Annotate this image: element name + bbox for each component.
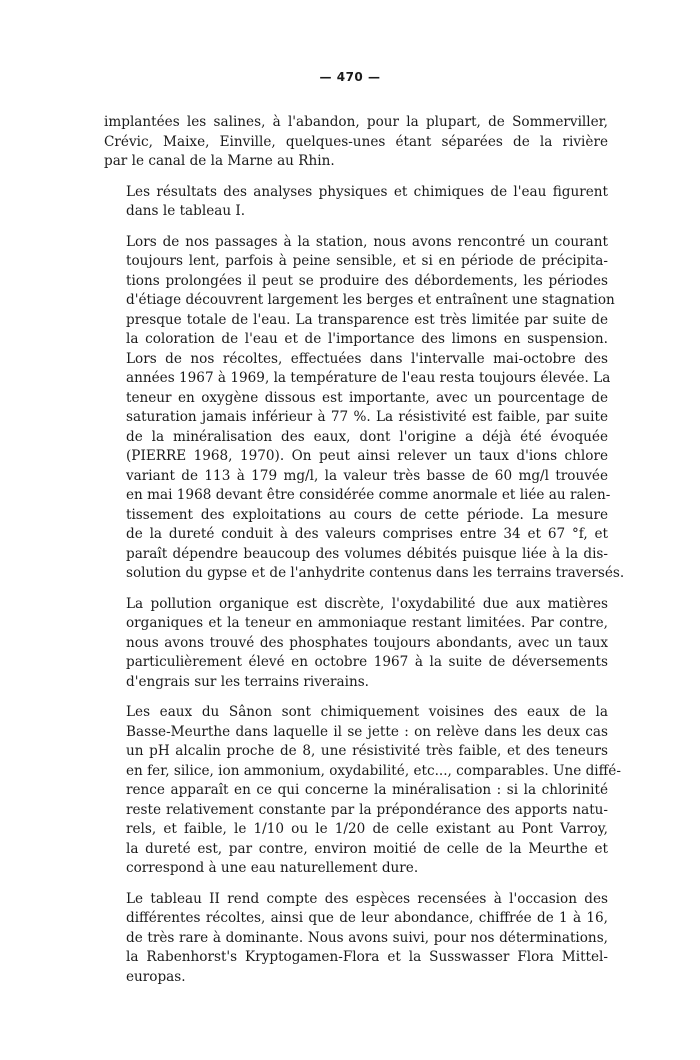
text-line: (PIERRE 1968, 1970). On peut ainsi relever un taux d'ions chlore [126,448,608,464]
text-line: organiques et la teneur en ammoniaque restant limitées. Par contre, [126,615,608,631]
text-line: Lors de nos passages à la station, nous avons rencontré un courant [126,233,608,250]
text-line: La pollution organique est discrète, l'oxydabilité due aux matières [126,595,608,612]
text-line: toujours lent, parfois à peine sensible, et si en période de précipita- [126,253,608,269]
paragraph-p5 [104,703,621,879]
page-number: — 470 — [319,70,381,84]
text-line: saturation jamais inférieur à 77 %. La résistivité est faible, par suite [126,409,608,425]
text-line: Lors de nos récoltes, effectuées dans l'intervalle mai-octobre des [126,350,608,367]
text-line: années 1967 à 1969, la température de l'eau resta toujours élevée. La [126,370,611,386]
text-line: Les eaux du Sânon sont chimiquement voisines des eaux de la [126,704,608,720]
text-line: par le canal de la Marne au Rhin. [104,153,335,169]
text-line: tions prolongées il peut se produire des débordements, les périodes [126,272,608,289]
text-line: Crévic, Maixe, Einville, quelques-unes étant séparées de la rivière [104,133,608,150]
text-line: nous avons trouvé des phosphates toujours abondants, avec un taux [126,634,608,651]
paragraph-p1 [104,113,608,172]
text-line: presque totale de l'eau. La transparence est très limitée par suite de [126,311,608,328]
text-line: la coloration de l'eau et de l'importance des limons en suspension. [126,331,608,347]
text-line: rels, et faible, le 1/10 ou le 1/20 de celle existant au Pont Varroy, [126,821,608,837]
text-line: variant de 113 à 179 mg/l, la valeur très basse de 60 mg/l trouvée [126,467,608,484]
text-line: reste relativement constante par la prépondérance des apports natu- [126,801,608,818]
text-line: Basse-Meurthe dans laquelle il se jette : on relève dans les deux cas [126,723,608,740]
text-line: paraît dépendre beaucoup des volumes débités puisque liée à la dis- [126,545,608,562]
paragraph-p4 [104,595,608,693]
text-line: la Rabenhorst's Kryptogamen-Flora et la Susswasser Flora Mittel- [126,949,608,965]
paragraph-p6 [104,890,608,988]
text-line: solution du gypse et de l'anhydrite contenus dans les terrains traversés. [126,565,625,581]
paragraph-p3 [104,233,625,584]
text-line: de la dureté conduit à des valeurs comprises entre 34 et 67 °f, et [126,526,608,542]
text-line: particulièrement élevé en octobre 1967 à la suite de déversements [126,654,608,670]
text-line: rence apparaît en ce qui concerne la minéralisation : si la chlorinité [126,782,608,798]
text-line: correspond à une eau naturellement dure. [126,860,419,876]
text-line: un pH alcalin proche de 8, une résistivité très faible, et des teneurs [126,743,608,759]
text-line: teneur en oxygène dissous est importante, avec un pourcentage de [126,389,608,406]
text-line: dans le tableau I. [126,203,246,219]
text-line: tissement des exploitations au cours de cette période. La mesure [126,506,608,523]
text-line: de la minéralisation des eaux, dont l'origine a déjà été évoquée [126,428,608,445]
text-line: la dureté est, par contre, environ moitié de celle de la Meurthe et [126,840,608,857]
body-text [104,113,625,998]
text-line: différentes récoltes, ainsi que de leur abondance, chiffrée de 1 à 16, [126,910,608,926]
paragraph-p2 [104,183,608,222]
text-line: europas. [126,968,186,985]
text-line: en fer, silice, ion ammonium, oxydabilité, etc..., comparables. Une diffé- [126,762,621,779]
text-line: en mai 1968 devant être considérée comme anormale et liée au ralen- [126,487,611,503]
text-line: Le tableau II rend compte des espèces recensées à l'occasion des [126,890,608,907]
text-line: implantées les salines, à l'abandon, pour la plupart, de Sommerviller, [104,114,608,130]
text-line: d'engrais sur les terrains riverains. [126,673,370,690]
text-line: d'étiage découvrent largement les berges et entraînent une stagnation [126,292,615,308]
text-line: de très rare à dominante. Nous avons suivi, pour nos déterminations, [126,929,608,946]
text-line: Les résultats des analyses physiques et chimiques de l'eau figurent [126,183,608,200]
